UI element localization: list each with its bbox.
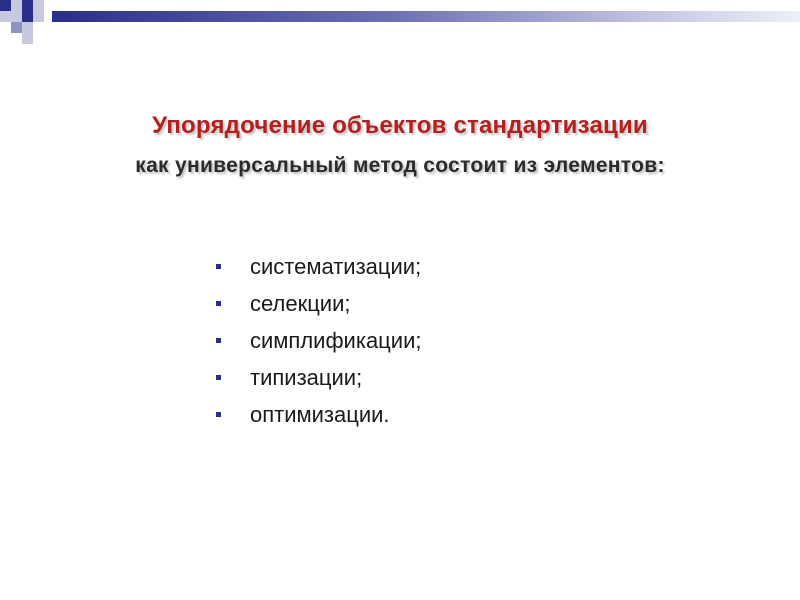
list-item-text: симплификации; — [250, 328, 422, 353]
list-item-text: систематизации; — [250, 254, 422, 279]
list-item-text: оптимизации. — [250, 402, 390, 427]
header-gradient-bar — [52, 11, 800, 22]
bullet-list — [212, 252, 421, 437]
list-item — [212, 289, 421, 326]
square-bullet-icon — [216, 338, 221, 343]
square-bullet-icon — [216, 301, 221, 306]
square-bullet-icon — [216, 264, 221, 269]
list-item — [212, 326, 421, 363]
square-bullet-icon — [216, 375, 221, 380]
list-item-text: типизации; — [250, 365, 363, 390]
list-item — [212, 363, 421, 400]
square-bullet-icon — [216, 412, 221, 417]
list-item — [212, 252, 421, 289]
list-item — [212, 400, 421, 437]
slide-subtitle: как универсальный метод состоит из элементов: — [135, 154, 665, 177]
list-item-text: селекции; — [250, 291, 351, 316]
slide-title: Упорядочение объектов стандартизации — [152, 112, 648, 139]
